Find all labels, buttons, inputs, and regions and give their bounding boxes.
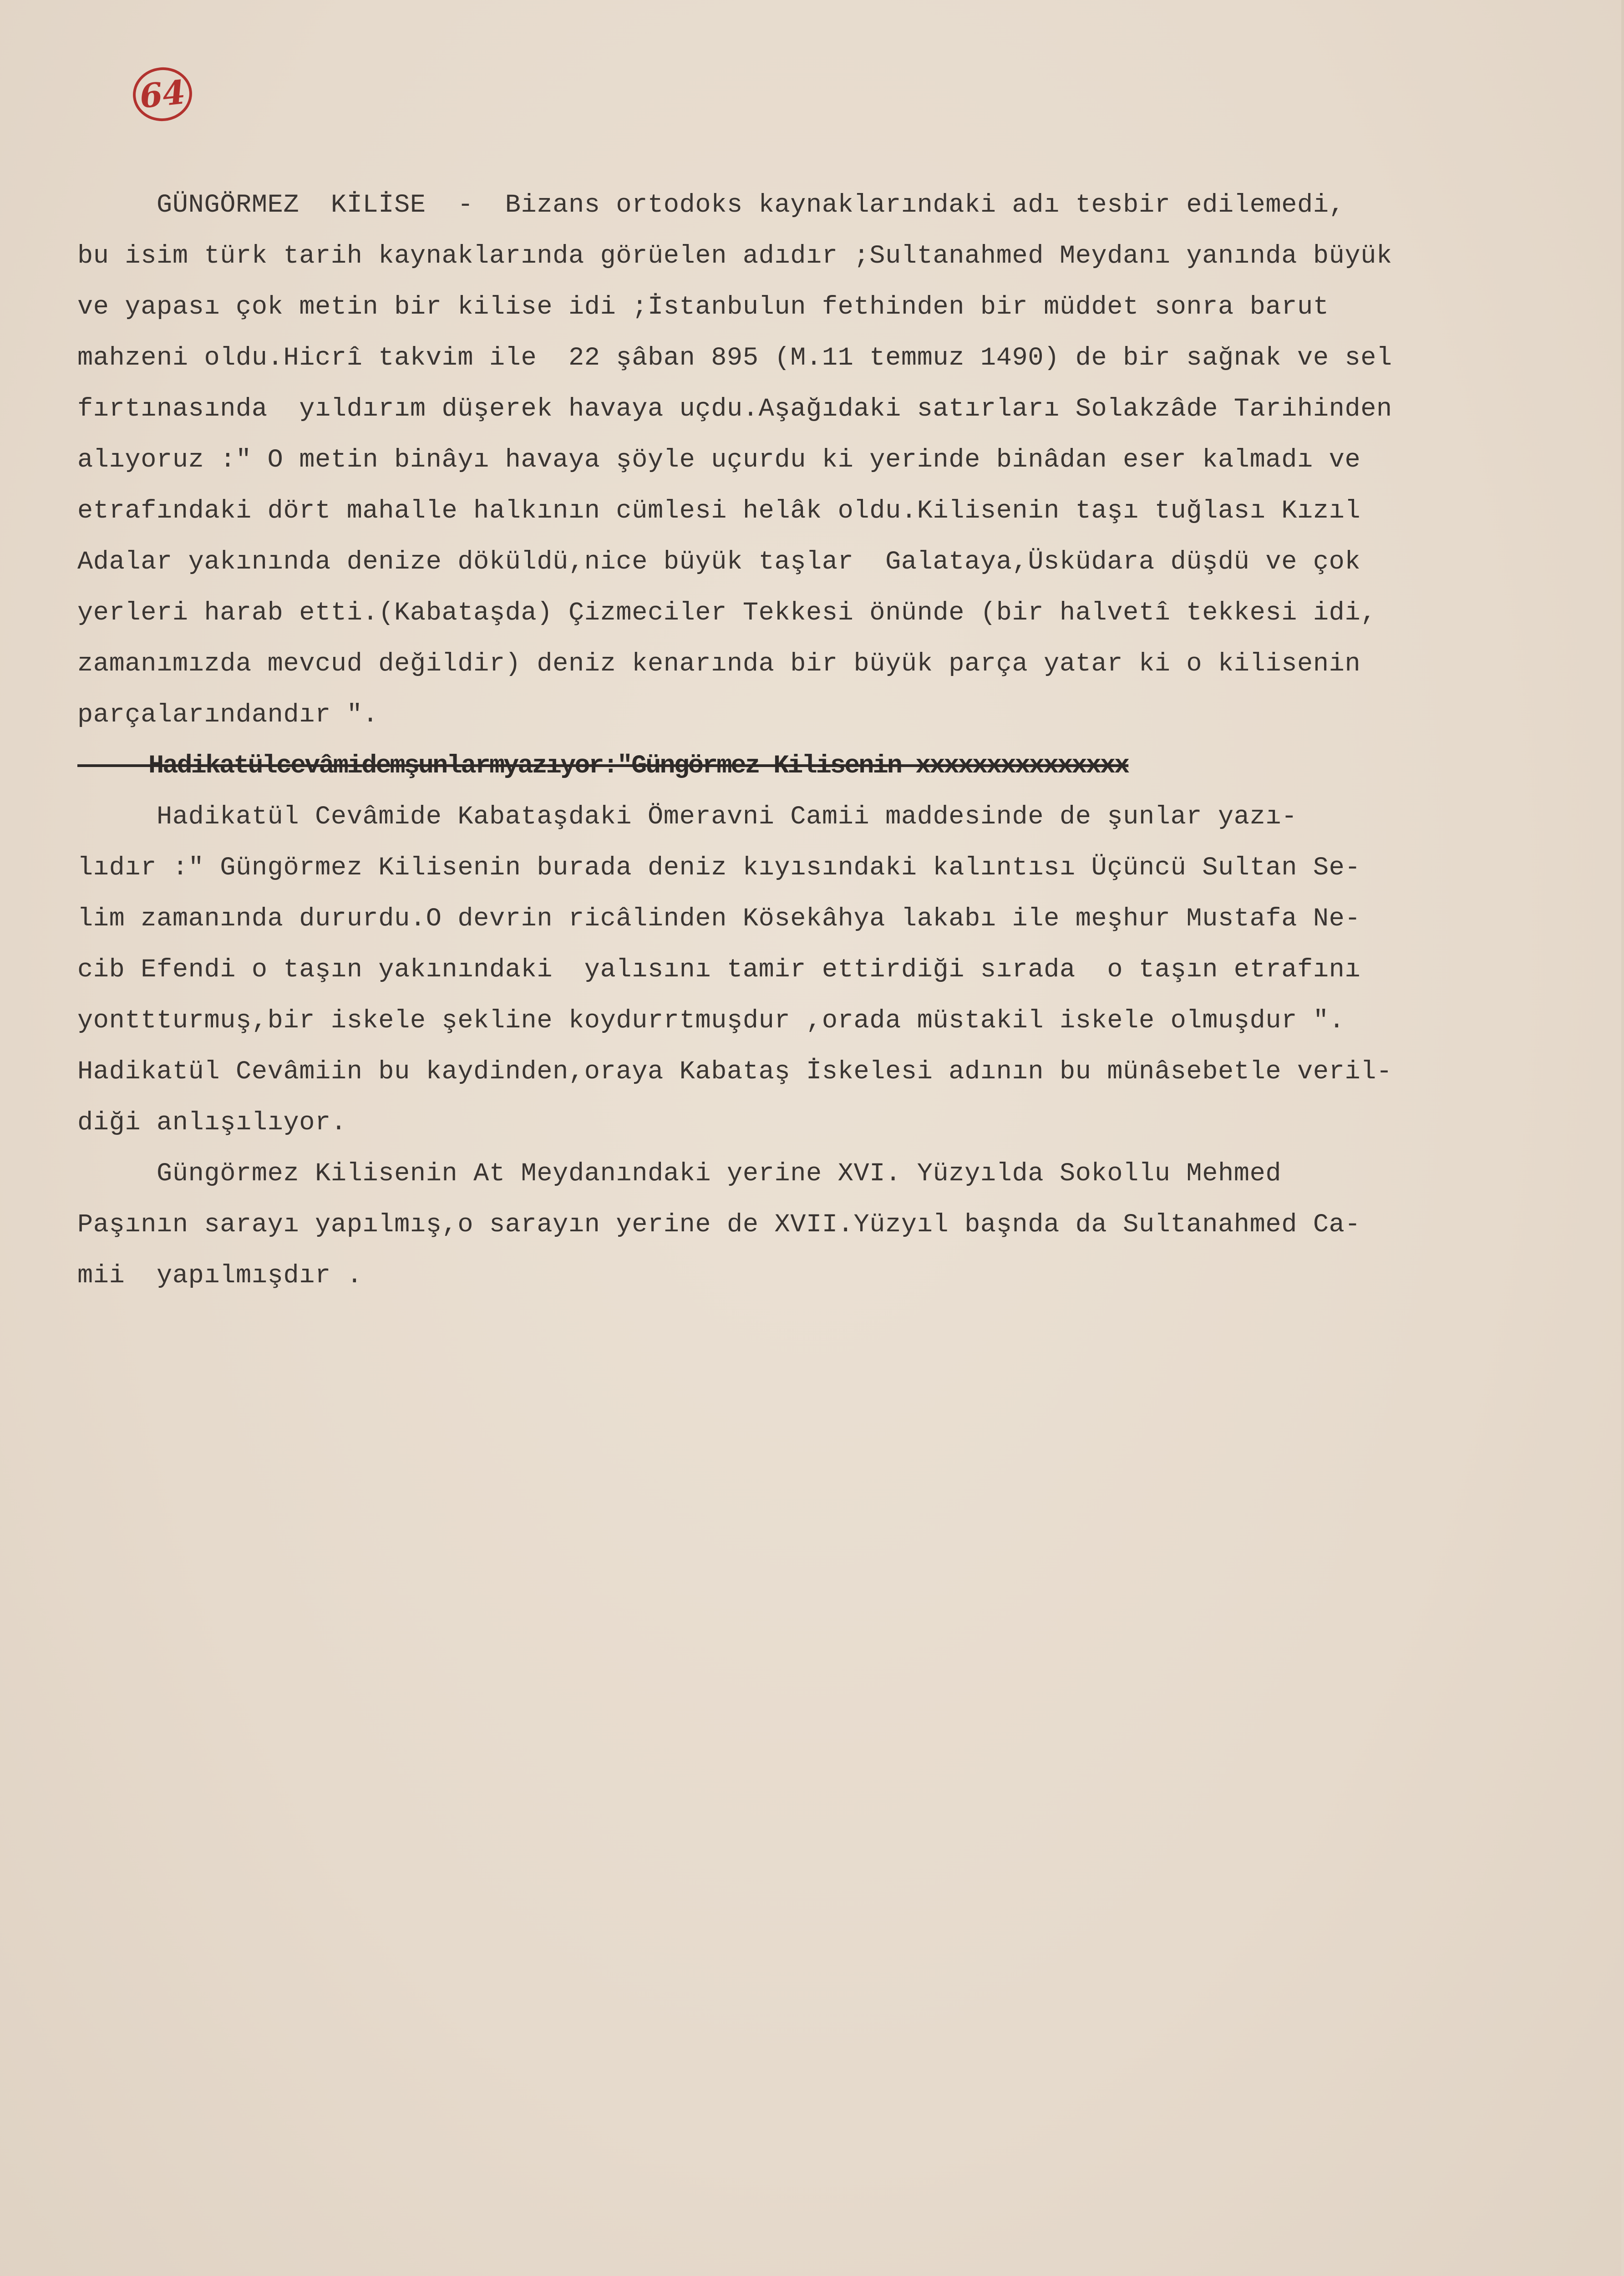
text-line: mii yapılmışdır . [77, 1261, 363, 1290]
document-body [77, 180, 1598, 1301]
text-line: zamanımızda mevcud değildir) deniz kenarında bir büyük parça yatar ki o kilisenin [77, 650, 1361, 679]
text-line: mahzeni oldu.Hicrî takvim ile 22 şâban 895 (M.11 temmuz 1490) de bir sağnak ve sel [77, 344, 1392, 373]
text-line: GÜNGÖRMEZ KİLİSE - Bizans ortodoks kaynaklarındaki adı tesbir edilemedi, [77, 191, 1345, 220]
text-line: Güngörmez Kilisenin At Meydanındaki yerine XVI. Yüzyılda Sokollu Mehmed [77, 1159, 1282, 1189]
text-line: etrafındaki dört mahalle halkının cümlesi helâk oldu.Kilisenin taşı tuğlası Kızıl [77, 497, 1361, 526]
text-line: yonttturmuş,bir iskele şekline koydurrtmuşdur ,orada müstakil iskele olmuşdur ". [77, 1006, 1345, 1036]
text-line: Adalar yakınında denize döküldü,nice büyük taşlar Galataya,Üsküdara düşdü ve çok [77, 548, 1361, 577]
text-line: bu isim türk tarih kaynaklarında görüelen adıdır ;Sultanahmed Meydanı yanında büyük [77, 242, 1392, 271]
text-line: Hadikatül Cevâmide Kabataşdaki Ömeravni Camii maddesinde de şunlar yazı- [77, 803, 1298, 832]
paragraph-kabatas-iskelesi [77, 1047, 1598, 1148]
paragraph-gungormez-intro [77, 180, 1598, 741]
text-line: ve yapası çok metin bir kilise idi ;İstanbulun fethinden bir müddet sonra barut [77, 293, 1329, 322]
text-line: fırtınasında yıldırım düşerek havaya uçdu.Aşağıdaki satırları Solakzâde Tarihinden [77, 395, 1392, 424]
text-line: lim zamanında dururdu.O devrin ricâlinden Kösekâhya lakabı ile meşhur Mustafa Ne- [77, 904, 1361, 934]
text-line: Paşının sarayı yapılmış,o sarayın yerine de XVII.Yüzyıl başnda da Sultanahmed Ca- [77, 1210, 1361, 1240]
text-line: cib Efendi o taşın yakınındaki yalısını tamir ettirdiği sırada o taşın etrafını [77, 955, 1361, 985]
text-line: alıyoruz :" O metin binâyı havaya şöyle uçurdu ki yerinde binâdan eser kalmadı ve [77, 446, 1361, 475]
paragraph-hadikatul-cevami [77, 741, 1598, 1047]
paragraph-sultanahmed [77, 1148, 1598, 1301]
text-line: diği anlışılıyor. [77, 1108, 347, 1138]
struck-out-line: Hadikatülcevâmidemşunlarmyazıyor:"Güngörmez Kilisenin xxxxxxxxxxxxxxx [77, 752, 1129, 781]
text-line: Hadikatül Cevâmiin bu kaydinden,oraya Kabataş İskelesi adının bu münâsebetle veril- [77, 1057, 1392, 1087]
page-edge [1621, 0, 1624, 2276]
text-line: parçalarındandır ". [77, 701, 379, 730]
text-line: lıdır :" Güngörmez Kilisenin burada deniz kıyısındaki kalıntısı Üçüncü Sultan Se- [77, 854, 1361, 883]
page-number-stamp: 64 [130, 65, 195, 124]
text-line: yerleri harab etti.(Kabataşda) Çizmeciler Tekkesi önünde (bir halvetî tekkesi idi, [77, 599, 1377, 628]
